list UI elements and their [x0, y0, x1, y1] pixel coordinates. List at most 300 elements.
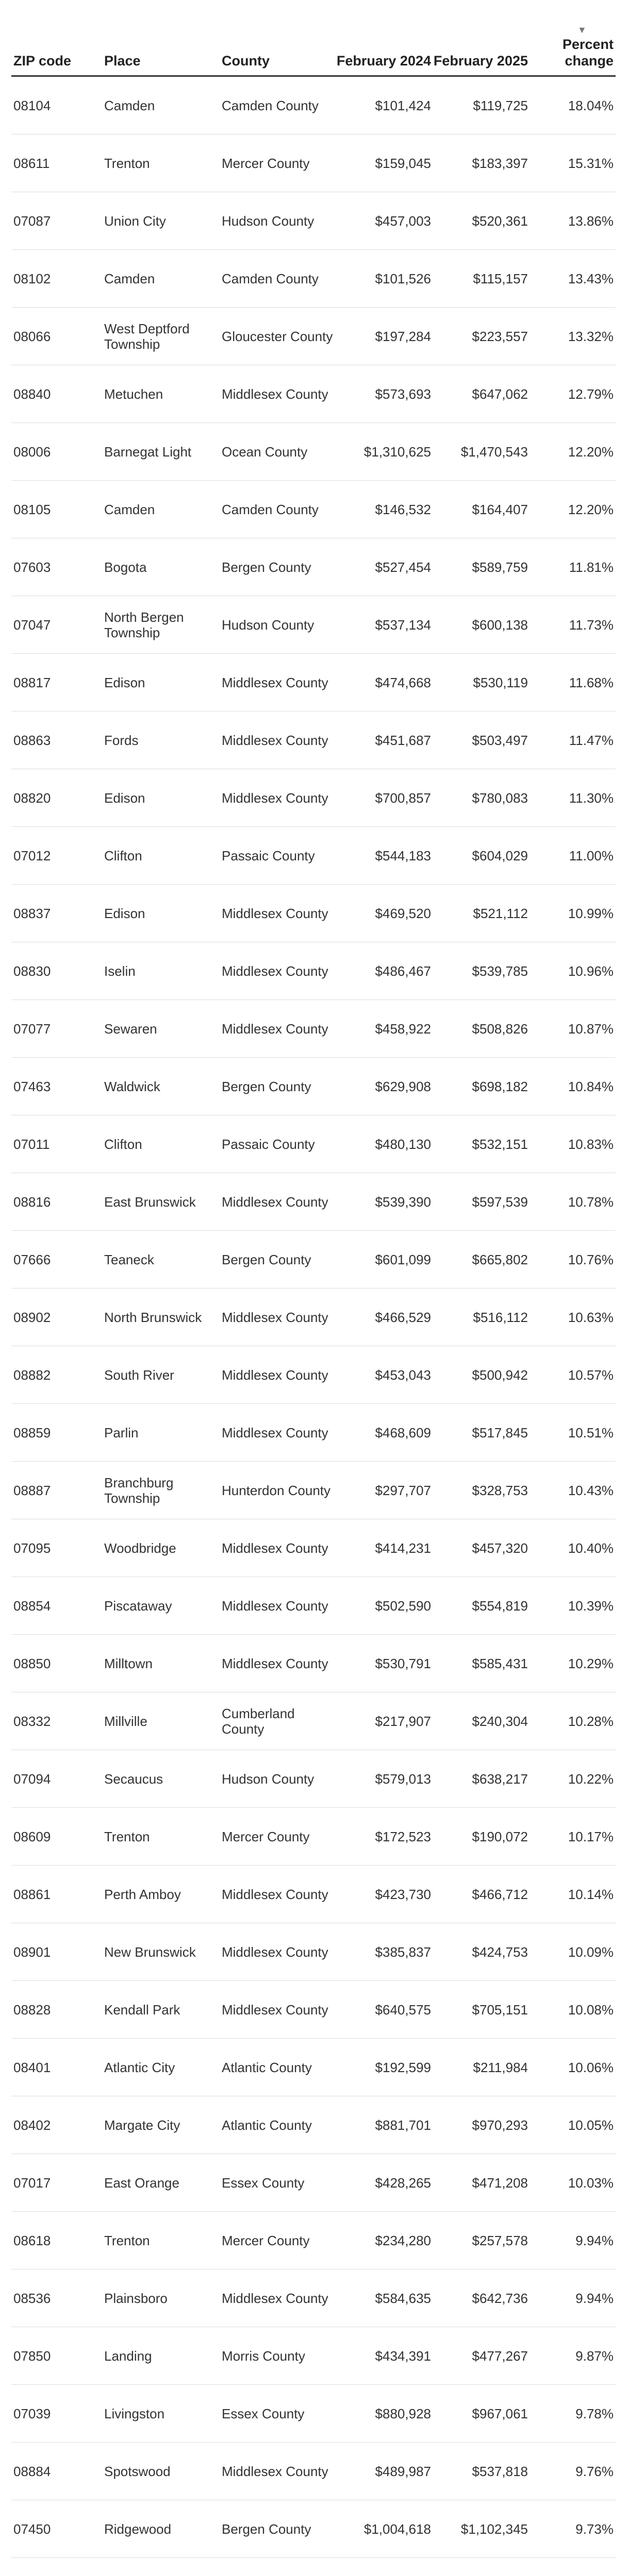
cell-percent-change: 10.40%	[528, 1519, 616, 1577]
cell-county: Middlesex County	[222, 1346, 335, 1404]
cell-county: Ocean County	[222, 423, 335, 481]
cell-february-2024: $480,130	[335, 1115, 431, 1173]
table-row	[11, 1404, 616, 1462]
cell-percent-change: 9.73%	[528, 2500, 616, 2558]
cell-county: Hunterdon County	[222, 1462, 335, 1519]
cell-county: Middlesex County	[222, 885, 335, 942]
cell-zip: 08536	[11, 2269, 104, 2327]
cell-february-2025: $328,753	[431, 1462, 528, 1519]
cell-february-2024: $451,687	[335, 711, 431, 769]
cell-place: Landing	[104, 2327, 222, 2385]
cell-percent-change	[528, 2558, 616, 2576]
cell-february-2024: $466,529	[335, 1289, 431, 1346]
cell-february-2024	[335, 2558, 431, 2576]
cell-place: Milltown	[104, 1635, 222, 1692]
cell-place	[104, 2558, 222, 2576]
cell-february-2025: $780,083	[431, 769, 528, 827]
cell-zip: 08102	[11, 250, 104, 308]
cell-place: Edison	[104, 769, 222, 827]
cell-february-2024: $584,635	[335, 2269, 431, 2327]
cell-percent-change: 13.32%	[528, 308, 616, 365]
cell-zip: 08611	[11, 134, 104, 192]
table-row	[11, 654, 616, 711]
table-row	[11, 2558, 616, 2576]
cell-county: Hudson County	[222, 1750, 335, 1808]
cell-zip: 08830	[11, 942, 104, 1000]
cell-february-2024: $539,390	[335, 1173, 431, 1231]
cell-zip: 07666	[11, 1231, 104, 1289]
cell-february-2024: $489,987	[335, 2443, 431, 2500]
cell-february-2024: $234,280	[335, 2212, 431, 2269]
cell-county: Camden County	[222, 250, 335, 308]
cell-county: Middlesex County	[222, 1577, 335, 1635]
cell-february-2025: $604,029	[431, 827, 528, 885]
cell-place: Fords	[104, 711, 222, 769]
cell-february-2025: $164,407	[431, 481, 528, 538]
cell-february-2024: $192,599	[335, 2039, 431, 2096]
table-row	[11, 250, 616, 308]
cell-percent-change: 10.78%	[528, 1173, 616, 1231]
table-row	[11, 308, 616, 365]
cell-percent-change: 10.63%	[528, 1289, 616, 1346]
cell-county: Middlesex County	[222, 654, 335, 711]
cell-county: Hudson County	[222, 596, 335, 654]
table-row	[11, 365, 616, 423]
cell-february-2025: $183,397	[431, 134, 528, 192]
cell-county: Middlesex County	[222, 1635, 335, 1692]
cell-place: Camden	[104, 250, 222, 308]
cell-february-2025: $520,361	[431, 192, 528, 250]
cell-place: Trenton	[104, 1808, 222, 1866]
cell-place: Kendall Park	[104, 1981, 222, 2039]
cell-percent-change: 10.06%	[528, 2039, 616, 2096]
cell-place: Perth Amboy	[104, 1866, 222, 1923]
cell-february-2024: $502,590	[335, 1577, 431, 1635]
cell-february-2024: $414,231	[335, 1519, 431, 1577]
table-row	[11, 769, 616, 827]
cell-zip: 07047	[11, 596, 104, 654]
table-row	[11, 1635, 616, 1692]
cell-zip: 08105	[11, 481, 104, 538]
table-row	[11, 1750, 616, 1808]
cell-county: Middlesex County	[222, 1173, 335, 1231]
cell-place: Livingston	[104, 2385, 222, 2443]
cell-percent-change: 12.20%	[528, 423, 616, 481]
cell-county: Essex County	[222, 2154, 335, 2212]
cell-february-2025: $477,267	[431, 2327, 528, 2385]
table-row	[11, 1866, 616, 1923]
cell-february-2024: $159,045	[335, 134, 431, 192]
table-row	[11, 1577, 616, 1635]
cell-february-2025: $223,557	[431, 308, 528, 365]
table-row	[11, 1058, 616, 1115]
cell-zip: 08837	[11, 885, 104, 942]
cell-february-2025: $554,819	[431, 1577, 528, 1635]
cell-february-2024: $453,043	[335, 1346, 431, 1404]
table-row	[11, 1692, 616, 1750]
cell-zip: 07603	[11, 538, 104, 596]
column-header-february-2025[interactable]: February 2025	[431, 36, 528, 76]
cell-percent-change: 10.28%	[528, 1692, 616, 1750]
cell-county: Passaic County	[222, 827, 335, 885]
cell-zip: 07463	[11, 1058, 104, 1115]
cell-zip: 08902	[11, 1289, 104, 1346]
table-row	[11, 1000, 616, 1058]
cell-february-2025: $466,712	[431, 1866, 528, 1923]
table-row	[11, 1519, 616, 1577]
sort-down-icon[interactable]: ▼	[577, 25, 587, 35]
table-row	[11, 2385, 616, 2443]
cell-zip: 08861	[11, 1866, 104, 1923]
cell-february-2024: $458,922	[335, 1000, 431, 1058]
cell-february-2025: $424,753	[431, 1923, 528, 1981]
table-row	[11, 2212, 616, 2269]
table-row	[11, 192, 616, 250]
cell-zip: 08820	[11, 769, 104, 827]
cell-county: Middlesex County	[222, 711, 335, 769]
cell-county: Middlesex County	[222, 1404, 335, 1462]
cell-place: Sewaren	[104, 1000, 222, 1058]
table-row	[11, 2443, 616, 2500]
cell-february-2025: $647,062	[431, 365, 528, 423]
cell-february-2025: $530,119	[431, 654, 528, 711]
cell-county: Mercer County	[222, 134, 335, 192]
cell-percent-change: 13.86%	[528, 192, 616, 250]
cell-place: Camden	[104, 481, 222, 538]
cell-percent-change: 9.78%	[528, 2385, 616, 2443]
cell-county: Middlesex County	[222, 942, 335, 1000]
cell-february-2024: $385,837	[335, 1923, 431, 1981]
cell-county: Bergen County	[222, 1058, 335, 1115]
cell-february-2024: $880,928	[335, 2385, 431, 2443]
cell-percent-change: 10.57%	[528, 1346, 616, 1404]
cell-february-2024: $217,907	[335, 1692, 431, 1750]
cell-percent-change: 10.84%	[528, 1058, 616, 1115]
cell-zip: 08609	[11, 1808, 104, 1866]
cell-percent-change: 13.43%	[528, 250, 616, 308]
cell-county: Middlesex County	[222, 2269, 335, 2327]
table-row	[11, 1923, 616, 1981]
cell-place: Millville	[104, 1692, 222, 1750]
table-body	[11, 76, 616, 2576]
cell-zip: 07011	[11, 1115, 104, 1173]
cell-percent-change: 11.30%	[528, 769, 616, 827]
table-header-row	[11, 36, 616, 76]
table-row	[11, 2500, 616, 2558]
cell-february-2024: $457,003	[335, 192, 431, 250]
column-header-percent-change[interactable]: Percent change	[528, 36, 616, 76]
cell-february-2024: $101,424	[335, 76, 431, 134]
table-row	[11, 2096, 616, 2154]
cell-percent-change: 9.76%	[528, 2443, 616, 2500]
cell-february-2024: $469,520	[335, 885, 431, 942]
cell-zip: 08850	[11, 1635, 104, 1692]
cell-february-2024: $428,265	[335, 2154, 431, 2212]
cell-zip: 07450	[11, 2500, 104, 2558]
cell-february-2025: $585,431	[431, 1635, 528, 1692]
cell-county: Camden County	[222, 481, 335, 538]
cell-february-2024: $640,575	[335, 1981, 431, 2039]
cell-february-2025: $500,942	[431, 1346, 528, 1404]
cell-percent-change: 10.39%	[528, 1577, 616, 1635]
cell-county: Middlesex County	[222, 1981, 335, 2039]
cell-february-2025: $115,157	[431, 250, 528, 308]
cell-february-2024: $146,532	[335, 481, 431, 538]
cell-february-2025: $190,072	[431, 1808, 528, 1866]
cell-place: Edison	[104, 654, 222, 711]
cell-zip: 08887	[11, 1462, 104, 1519]
table-row	[11, 481, 616, 538]
cell-place: Plainsboro	[104, 2269, 222, 2327]
cell-percent-change: 18.04%	[528, 76, 616, 134]
table-row	[11, 1173, 616, 1231]
cell-zip: 08104	[11, 76, 104, 134]
cell-percent-change: 11.68%	[528, 654, 616, 711]
cell-february-2024: $474,668	[335, 654, 431, 711]
cell-february-2025: $597,539	[431, 1173, 528, 1231]
cell-place: Trenton	[104, 2212, 222, 2269]
cell-february-2025: $517,845	[431, 1404, 528, 1462]
table-row	[11, 942, 616, 1000]
cell-february-2025: $532,151	[431, 1115, 528, 1173]
column-header-place[interactable]: Place	[104, 36, 222, 76]
table-row	[11, 76, 616, 134]
cell-place: West Deptford Township	[104, 308, 222, 365]
cell-february-2025: $503,497	[431, 711, 528, 769]
cell-february-2025: $119,725	[431, 76, 528, 134]
cell-february-2025: $257,578	[431, 2212, 528, 2269]
cell-county	[222, 2558, 335, 2576]
cell-february-2024: $537,134	[335, 596, 431, 654]
cell-zip: 08884	[11, 2443, 104, 2500]
cell-county: Morris County	[222, 2327, 335, 2385]
cell-february-2025: $665,802	[431, 1231, 528, 1289]
cell-percent-change: 10.08%	[528, 1981, 616, 2039]
cell-place: Bogota	[104, 538, 222, 596]
cell-percent-change: 9.87%	[528, 2327, 616, 2385]
cell-county: Bergen County	[222, 538, 335, 596]
cell-zip: 07095	[11, 1519, 104, 1577]
table-row	[11, 827, 616, 885]
cell-zip: 08828	[11, 1981, 104, 2039]
cell-county: Middlesex County	[222, 1000, 335, 1058]
cell-place: Clifton	[104, 1115, 222, 1173]
cell-county: Camden County	[222, 76, 335, 134]
cell-zip: 08854	[11, 1577, 104, 1635]
cell-county: Bergen County	[222, 1231, 335, 1289]
table-row	[11, 1346, 616, 1404]
cell-place: Trenton	[104, 134, 222, 192]
cell-percent-change: 15.31%	[528, 134, 616, 192]
cell-february-2024: $423,730	[335, 1866, 431, 1923]
cell-county: Atlantic County	[222, 2096, 335, 2154]
table-row	[11, 885, 616, 942]
cell-place: Margate City	[104, 2096, 222, 2154]
cell-percent-change: 11.47%	[528, 711, 616, 769]
cell-percent-change: 12.20%	[528, 481, 616, 538]
cell-county: Middlesex County	[222, 1923, 335, 1981]
column-header-county[interactable]: County	[222, 36, 335, 76]
cell-zip: 08401	[11, 2039, 104, 2096]
cell-county: Middlesex County	[222, 1289, 335, 1346]
column-header-february-2024[interactable]: February 2024	[335, 36, 431, 76]
cell-february-2024: $197,284	[335, 308, 431, 365]
cell-percent-change: 10.51%	[528, 1404, 616, 1462]
cell-february-2025: $521,112	[431, 885, 528, 942]
cell-percent-change: 10.22%	[528, 1750, 616, 1808]
cell-county: Middlesex County	[222, 769, 335, 827]
cell-place: Metuchen	[104, 365, 222, 423]
cell-february-2025: $211,984	[431, 2039, 528, 2096]
cell-percent-change: 10.29%	[528, 1635, 616, 1692]
cell-percent-change: 11.73%	[528, 596, 616, 654]
cell-zip: 07087	[11, 192, 104, 250]
cell-county: Hudson County	[222, 192, 335, 250]
cell-february-2024: $629,908	[335, 1058, 431, 1115]
cell-february-2024: $486,467	[335, 942, 431, 1000]
cell-february-2025: $539,785	[431, 942, 528, 1000]
cell-percent-change: 10.05%	[528, 2096, 616, 2154]
cell-february-2025: $970,293	[431, 2096, 528, 2154]
cell-zip: 07039	[11, 2385, 104, 2443]
cell-percent-change: 10.43%	[528, 1462, 616, 1519]
cell-zip: 08332	[11, 1692, 104, 1750]
column-header-zip[interactable]: ZIP code	[11, 36, 104, 76]
table-row	[11, 2327, 616, 2385]
cell-percent-change: 12.79%	[528, 365, 616, 423]
cell-zip	[11, 2558, 104, 2576]
cell-zip: 08882	[11, 1346, 104, 1404]
cell-zip: 08863	[11, 711, 104, 769]
cell-february-2025: $516,112	[431, 1289, 528, 1346]
cell-place: Woodbridge	[104, 1519, 222, 1577]
cell-place: South River	[104, 1346, 222, 1404]
cell-zip: 07077	[11, 1000, 104, 1058]
cell-february-2025: $600,138	[431, 596, 528, 654]
cell-february-2025: $698,182	[431, 1058, 528, 1115]
cell-percent-change: 11.81%	[528, 538, 616, 596]
cell-february-2025: $967,061	[431, 2385, 528, 2443]
cell-county: Gloucester County	[222, 308, 335, 365]
table-row	[11, 2154, 616, 2212]
cell-county: Passaic County	[222, 1115, 335, 1173]
cell-february-2025: $240,304	[431, 1692, 528, 1750]
cell-february-2025: $1,102,345	[431, 2500, 528, 2558]
cell-zip: 08901	[11, 1923, 104, 1981]
cell-february-2025: $471,208	[431, 2154, 528, 2212]
cell-county: Mercer County	[222, 1808, 335, 1866]
cell-percent-change: 10.87%	[528, 1000, 616, 1058]
cell-place: North Bergen Township	[104, 596, 222, 654]
cell-percent-change: 10.09%	[528, 1923, 616, 1981]
cell-february-2024: $601,099	[335, 1231, 431, 1289]
table-row	[11, 1808, 616, 1866]
cell-zip: 08817	[11, 654, 104, 711]
cell-february-2024: $1,310,625	[335, 423, 431, 481]
cell-february-2024: $1,004,618	[335, 2500, 431, 2558]
table-row	[11, 1231, 616, 1289]
cell-zip: 08816	[11, 1173, 104, 1231]
cell-place: Piscataway	[104, 1577, 222, 1635]
cell-place: Iselin	[104, 942, 222, 1000]
table-row	[11, 134, 616, 192]
cell-february-2025: $508,826	[431, 1000, 528, 1058]
cell-february-2024: $544,183	[335, 827, 431, 885]
cell-zip: 07012	[11, 827, 104, 885]
cell-place: Atlantic City	[104, 2039, 222, 2096]
cell-percent-change: 10.96%	[528, 942, 616, 1000]
cell-place: Union City	[104, 192, 222, 250]
cell-place: Barnegat Light	[104, 423, 222, 481]
cell-february-2025: $457,320	[431, 1519, 528, 1577]
cell-february-2024: $297,707	[335, 1462, 431, 1519]
cell-county: Essex County	[222, 2385, 335, 2443]
table-row	[11, 1115, 616, 1173]
cell-percent-change: 10.76%	[528, 1231, 616, 1289]
cell-county: Middlesex County	[222, 2443, 335, 2500]
cell-zip: 07094	[11, 1750, 104, 1808]
cell-february-2025	[431, 2558, 528, 2576]
cell-february-2025: $537,818	[431, 2443, 528, 2500]
cell-county: Middlesex County	[222, 1866, 335, 1923]
home-values-table	[11, 36, 616, 2576]
cell-percent-change: 9.94%	[528, 2269, 616, 2327]
cell-place: Waldwick	[104, 1058, 222, 1115]
cell-february-2024: $434,391	[335, 2327, 431, 2385]
cell-february-2025: $1,470,543	[431, 423, 528, 481]
cell-february-2024: $101,526	[335, 250, 431, 308]
cell-february-2024: $573,693	[335, 365, 431, 423]
cell-february-2024: $530,791	[335, 1635, 431, 1692]
cell-percent-change: 10.03%	[528, 2154, 616, 2212]
cell-february-2024: $468,609	[335, 1404, 431, 1462]
cell-percent-change: 10.99%	[528, 885, 616, 942]
cell-place: Edison	[104, 885, 222, 942]
cell-county: Middlesex County	[222, 1519, 335, 1577]
cell-place: East Brunswick	[104, 1173, 222, 1231]
cell-county: Mercer County	[222, 2212, 335, 2269]
cell-february-2025: $642,736	[431, 2269, 528, 2327]
cell-february-2025: $705,151	[431, 1981, 528, 2039]
cell-percent-change: 10.17%	[528, 1808, 616, 1866]
cell-place: Spotswood	[104, 2443, 222, 2500]
cell-february-2024: $172,523	[335, 1808, 431, 1866]
cell-february-2024: $579,013	[335, 1750, 431, 1808]
cell-place: North Brunswick	[104, 1289, 222, 1346]
cell-place: Camden	[104, 76, 222, 134]
cell-february-2024: $527,454	[335, 538, 431, 596]
cell-february-2024: $700,857	[335, 769, 431, 827]
cell-percent-change: 11.00%	[528, 827, 616, 885]
table-row	[11, 596, 616, 654]
table-row	[11, 1289, 616, 1346]
cell-county: Middlesex County	[222, 365, 335, 423]
cell-zip: 08618	[11, 2212, 104, 2269]
table-row	[11, 423, 616, 481]
cell-county: Atlantic County	[222, 2039, 335, 2096]
cell-place: Parlin	[104, 1404, 222, 1462]
cell-zip: 07017	[11, 2154, 104, 2212]
cell-county: Cumberland County	[222, 1692, 335, 1750]
cell-place: Secaucus	[104, 1750, 222, 1808]
cell-percent-change: 9.94%	[528, 2212, 616, 2269]
cell-place: Teaneck	[104, 1231, 222, 1289]
cell-zip: 08066	[11, 308, 104, 365]
cell-percent-change: 10.83%	[528, 1115, 616, 1173]
table-row	[11, 538, 616, 596]
table-row	[11, 2039, 616, 2096]
cell-county: Bergen County	[222, 2500, 335, 2558]
